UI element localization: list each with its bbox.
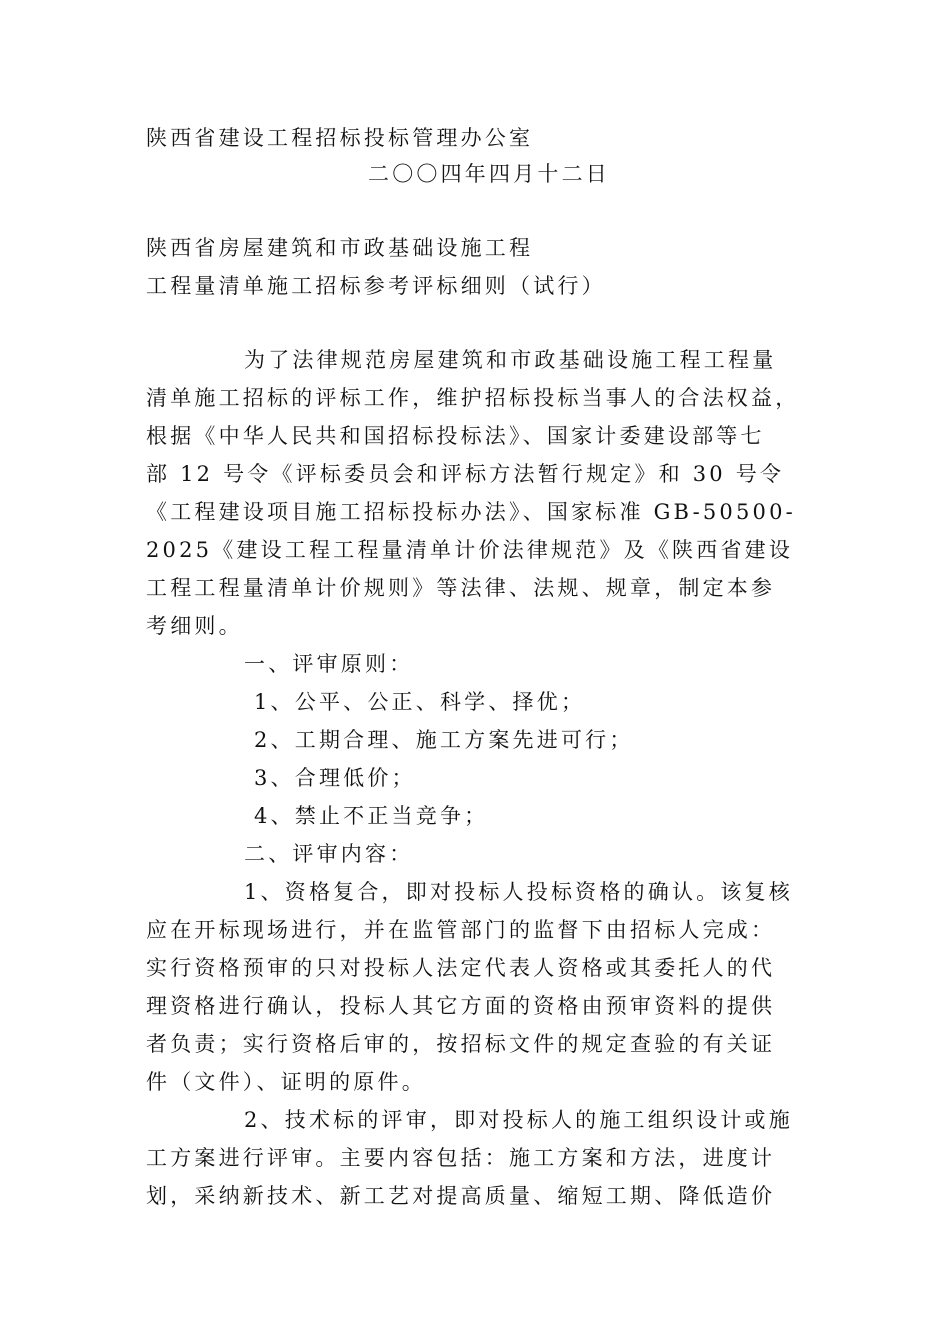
intro-paragraph-line: 清单施工招标的评标工作，维护招标投标当事人的合法权益，	[146, 386, 800, 410]
intro-paragraph-line: 根据《中华人民共和国招标投标法》、国家计委建设部等七	[146, 424, 765, 448]
intro-paragraph-line: 2025《建设工程工程量清单计价法律规范》及《陕西省建设	[146, 538, 794, 562]
principle-item: 1、公平、公正、科学、择优；	[254, 690, 586, 714]
principle-item: 4、禁止不正当竞争；	[254, 804, 489, 828]
issue-date: 二〇〇四年四月十二日	[368, 162, 610, 186]
issuing-organization: 陕西省建设工程招标投标管理办公室	[146, 126, 534, 150]
item1-paragraph-line: 者负责；实行资格后审的，按招标文件的规定查验的有关证	[146, 1032, 776, 1056]
item2-paragraph-line: 工方案进行评审。主要内容包括：施工方案和方法，进度计	[146, 1146, 776, 1170]
section-heading-content: 二、评审内容：	[244, 842, 414, 866]
principle-item: 2、工期合理、施工方案先进可行；	[254, 728, 634, 752]
section-heading-principles: 一、评审原则：	[244, 652, 414, 676]
document-title-line-1: 陕西省房屋建筑和市政基础设施工程	[146, 236, 534, 260]
item1-paragraph-line: 实行资格预审的只对投标人法定代表人资格或其委托人的代	[146, 956, 776, 980]
item1-paragraph-line: 件（文件）、证明的原件。	[146, 1070, 426, 1094]
item2-paragraph-line: 2、技术标的评审，即对投标人的施工组织设计或施	[244, 1108, 793, 1132]
intro-paragraph-line: 部 12 号令《评标委员会和评标方法暂行规定》和 30 号令	[146, 462, 785, 486]
document-title-line-2: 工程量清单施工招标参考评标细则（试行）	[146, 274, 606, 298]
intro-paragraph-line: 工程工程量清单计价规则》等法律、法规、规章，制定本参	[146, 576, 776, 600]
item1-paragraph-line: 应在开标现场进行，并在监管部门的监督下由招标人完成：	[146, 918, 776, 942]
item1-paragraph-line: 1、资格复合，即对投标人投标资格的确认。该复核	[244, 880, 793, 904]
item2-paragraph-line: 划，采纳新技术、新工艺对提高质量、缩短工期、降低造价	[146, 1184, 776, 1208]
principle-item: 3、合理低价；	[254, 766, 416, 790]
intro-paragraph-line: 考细则。	[146, 614, 243, 638]
item1-paragraph-line: 理资格进行确认，投标人其它方面的资格由预审资料的提供	[146, 994, 776, 1018]
intro-paragraph-line: 为了法律规范房屋建筑和市政基础设施工程工程量	[244, 348, 777, 372]
intro-paragraph-line: 《工程建设项目施工招标投标办法》、国家标准 GB-50500-	[146, 500, 796, 524]
